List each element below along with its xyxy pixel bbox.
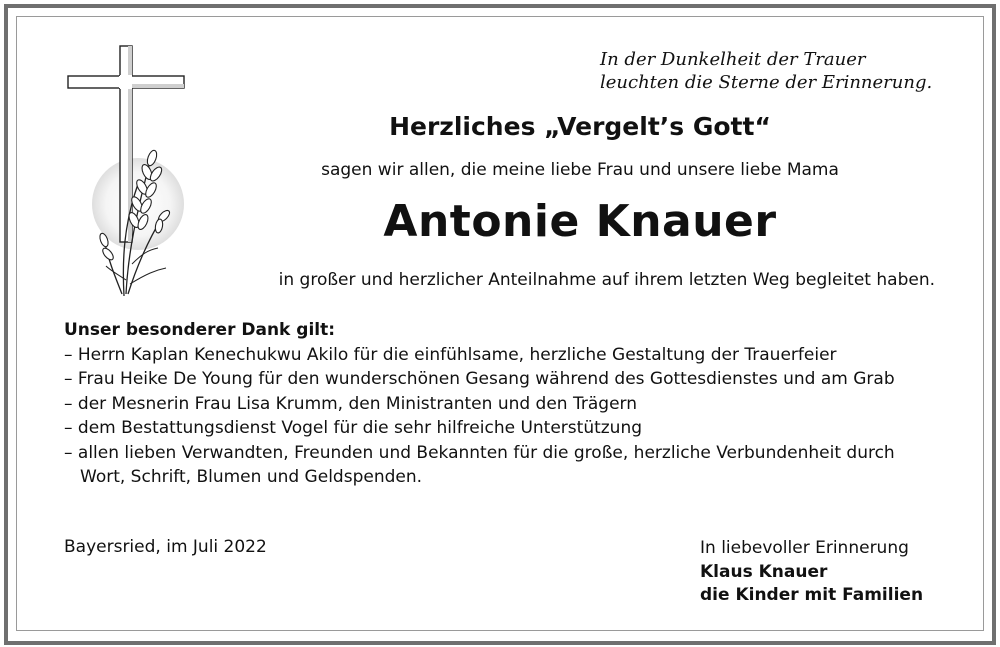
motto-quote xyxy=(600,48,940,94)
deceased-name: Antonie Knauer xyxy=(383,196,777,247)
signature-block xyxy=(700,537,923,608)
thanks-heading: Unser besonderer Dank gilt: xyxy=(64,320,336,340)
thanks-item: – dem Bestattungsdienst Vogel für die sehr hilfreiche Unterstützung xyxy=(64,418,643,438)
signature-intro: In liebevoller Erinnerung xyxy=(700,538,909,558)
signature-name-1: Klaus Knauer xyxy=(700,561,828,582)
intro-text: sagen wir allen, die meine liebe Frau und unsere liebe Mama xyxy=(321,160,839,180)
thanks-section xyxy=(64,318,944,490)
thanks-item: – der Mesnerin Frau Lisa Krumm, den Ministranten und den Trägern xyxy=(64,393,637,414)
outro-text: in großer und herzlicher Anteilnahme auf ihrem letzten Weg begleitet haben. xyxy=(278,270,935,290)
thanks-item: – Herrn Kaplan Kenechukwu Akilo für die einfühlsame, herzliche Gestaltung der Trauerfeier xyxy=(64,344,837,365)
thanks-item: – Frau Heike De Young für den wunderschönen Gesang während des Gottesdienstes und am Grab xyxy=(64,369,895,389)
signature-name-2: die Kinder mit Familien xyxy=(700,585,924,605)
thanks-item: – allen lieben Verwandten, Freunden und Bekannten für die große, herzliche Verbundenheit durch Wort, Schrift, Blumen und Geldspenden. xyxy=(64,442,895,487)
motto-line-2: leuchten die Sterne der Erinnerung. xyxy=(600,72,933,93)
motto-line-1: In der Dunkelheit der Trauer xyxy=(600,49,866,70)
headline: Herzliches „Vergelt’s Gott“ xyxy=(389,112,771,141)
cross-with-wheat-icon xyxy=(66,44,196,300)
place-date: Bayersried, im Juli 2022 xyxy=(64,537,267,557)
